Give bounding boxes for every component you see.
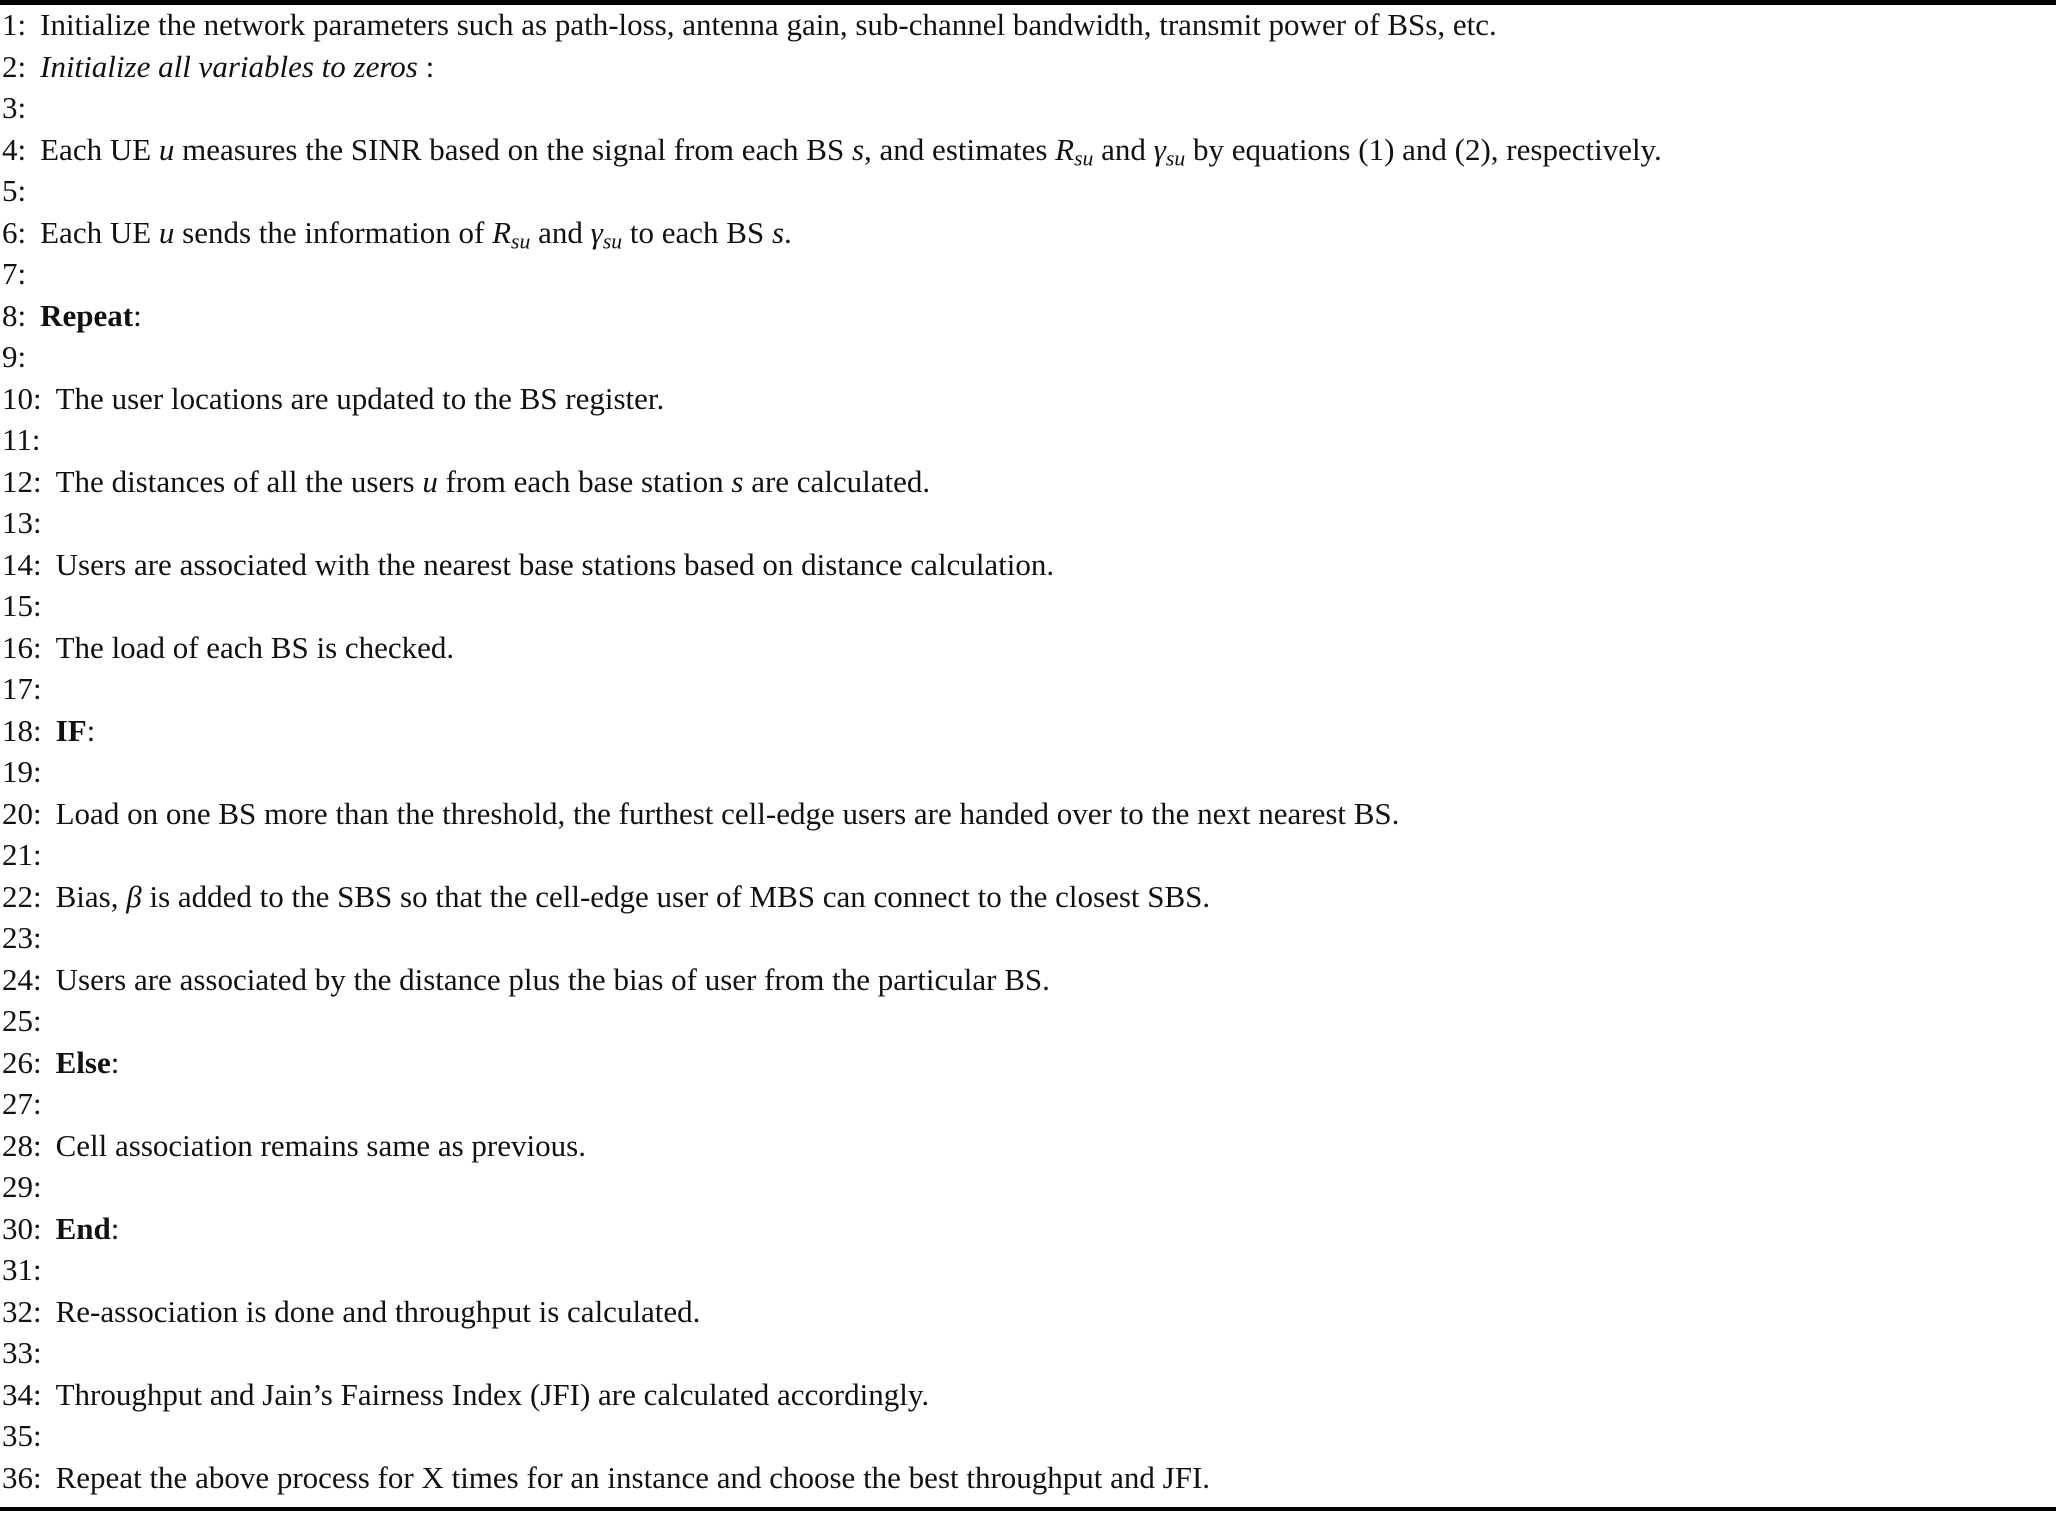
algorithm-line xyxy=(0,87,2056,129)
algorithm-line xyxy=(0,129,2056,171)
algorithm-line xyxy=(0,1332,2056,1374)
line-number: 17: xyxy=(2,671,42,706)
line-number: 5: xyxy=(2,173,27,208)
italic-text: β xyxy=(126,878,142,914)
line-number: 2: xyxy=(2,48,27,84)
algorithm-line xyxy=(0,170,2056,212)
text-segment: Throughput and Jain’s Fairness Index (JFI) are calculated accordingly. xyxy=(55,1376,930,1412)
text-segment: and xyxy=(530,214,591,250)
algorithm-line xyxy=(0,253,2056,295)
algorithm-line xyxy=(0,502,2056,544)
keyword: End xyxy=(55,1210,111,1246)
line-number: 12: xyxy=(2,463,42,499)
algorithm-line xyxy=(0,461,2056,503)
algorithm-line xyxy=(0,668,2056,710)
algorithm-line xyxy=(0,1457,2056,1499)
line-text xyxy=(26,212,792,254)
algorithm-line xyxy=(0,1291,2056,1333)
subscript: su xyxy=(602,228,623,253)
line-number: 15: xyxy=(2,588,42,623)
line-number: 11: xyxy=(2,422,41,457)
line-number: 4: xyxy=(2,131,27,167)
text-segment: sends the information of xyxy=(174,214,493,250)
algorithm-line xyxy=(0,1208,2056,1250)
text-segment: Users are associated with the nearest base stations based on distance calculation. xyxy=(55,546,1055,582)
italic-text: u xyxy=(158,131,175,167)
text-segment: Re-association is done and throughput is calculated. xyxy=(55,1293,701,1329)
algorithm-line xyxy=(0,419,2056,461)
text-segment: Load on one BS more than the threshold, the furthest cell-edge users are handed over to the next nearest BS. xyxy=(55,795,1400,831)
text-segment: Bias, xyxy=(55,878,127,914)
algorithm-line xyxy=(0,4,2056,46)
line-number: 27: xyxy=(2,1086,42,1121)
algorithm-line xyxy=(0,751,2056,793)
text-segment: . xyxy=(784,214,792,250)
line-text xyxy=(26,129,1662,171)
line-text xyxy=(42,1208,120,1250)
text-segment: Users are associated by the distance plus the bias of user from the particular BS. xyxy=(55,961,1050,997)
algorithm-line xyxy=(0,917,2056,959)
line-number: 32: xyxy=(2,1293,42,1329)
algorithm-line xyxy=(0,1249,2056,1291)
line-text xyxy=(42,710,96,752)
bottom-rule xyxy=(0,1507,2056,1511)
line-text xyxy=(42,1457,1210,1499)
line-text xyxy=(42,461,931,503)
line-number: 28: xyxy=(2,1127,42,1163)
line-number: 21: xyxy=(2,837,42,872)
italic-text: s xyxy=(771,214,785,250)
algorithm-line xyxy=(0,585,2056,627)
keyword: Else xyxy=(55,1044,111,1080)
line-text xyxy=(42,378,665,420)
line-number: 3: xyxy=(2,90,27,125)
line-number: 24: xyxy=(2,961,42,997)
algorithm-line xyxy=(0,876,2056,918)
algorithm-line xyxy=(0,212,2056,254)
text-segment: : xyxy=(86,712,96,748)
line-number: 18: xyxy=(2,712,42,748)
line-text xyxy=(42,876,1211,918)
algorithm-line xyxy=(0,1374,2056,1416)
italic-text: Initialize all variables to zeros xyxy=(40,48,418,84)
subscript: su xyxy=(511,228,531,253)
line-text xyxy=(42,544,1055,586)
text-segment: : xyxy=(133,297,142,333)
italic-text: u xyxy=(158,214,175,250)
algorithm-line xyxy=(0,959,2056,1001)
line-text xyxy=(42,793,1400,835)
line-number: 14: xyxy=(2,546,42,582)
subscript: su xyxy=(1165,145,1186,170)
italic-text: γ xyxy=(1153,131,1166,167)
line-text xyxy=(42,1374,929,1416)
line-text xyxy=(42,959,1050,1001)
line-number: 22: xyxy=(2,878,42,914)
line-number: 13: xyxy=(2,505,42,540)
algorithm-line xyxy=(0,336,2056,378)
text-segment: Repeat the above process for X times for an instance and choose the best throughput and JFI. xyxy=(55,1459,1211,1495)
text-segment: are calculated. xyxy=(743,463,931,499)
algorithm-line xyxy=(0,793,2056,835)
line-text xyxy=(26,4,1497,46)
text-segment: Each UE xyxy=(40,214,159,250)
line-text xyxy=(42,1125,586,1167)
algorithm-line xyxy=(0,1166,2056,1208)
text-segment: The distances of all the users xyxy=(55,463,423,499)
line-number: 29: xyxy=(2,1169,42,1204)
line-number: 6: xyxy=(2,214,27,250)
algorithm-line xyxy=(0,710,2056,752)
line-number: 25: xyxy=(2,1003,42,1038)
text-segment: : xyxy=(110,1210,120,1246)
line-text xyxy=(26,295,142,337)
line-number: 33: xyxy=(2,1335,42,1370)
italic-text: s xyxy=(851,131,865,167)
algorithm-line xyxy=(0,627,2056,669)
italic-text: u xyxy=(422,463,438,499)
algorithm-line xyxy=(0,1083,2056,1125)
text-segment: and xyxy=(1093,131,1154,167)
line-text xyxy=(42,1291,701,1333)
text-segment: Cell association remains same as previous. xyxy=(55,1127,586,1163)
line-text xyxy=(26,46,434,88)
line-number: 9: xyxy=(2,339,27,374)
italic-text: R xyxy=(1055,131,1075,167)
line-number: 1: xyxy=(2,7,27,42)
line-number: 19: xyxy=(2,754,42,789)
italic-text: γ xyxy=(590,214,603,250)
algorithm-line xyxy=(0,834,2056,876)
algorithm-line xyxy=(0,1042,2056,1084)
line-number: 8: xyxy=(2,297,27,333)
text-segment: measures the SINR based on the signal from each BS xyxy=(174,131,852,167)
italic-text: s xyxy=(731,463,744,499)
line-number: 34: xyxy=(2,1376,42,1412)
line-number: 20: xyxy=(2,795,42,831)
algorithm-line xyxy=(0,544,2056,586)
algorithm-line xyxy=(0,46,2056,88)
keyword: IF xyxy=(55,712,87,748)
line-text xyxy=(42,1042,120,1084)
text-segment: Each UE xyxy=(40,131,159,167)
italic-text: R xyxy=(492,214,512,250)
algorithm-line xyxy=(0,295,2056,337)
algorithm-line xyxy=(0,1415,2056,1457)
line-number: 16: xyxy=(2,629,42,665)
text-segment: , and estimates xyxy=(864,131,1056,167)
subscript: su xyxy=(1074,145,1094,170)
line-number: 7: xyxy=(2,256,27,291)
text-segment: The load of each BS is checked. xyxy=(55,629,455,665)
text-segment: Initialize the network parameters such as path-loss, antenna gain, sub-channel bandwidth, transmit power of BSs, etc. xyxy=(40,7,1497,42)
text-segment: : xyxy=(110,1044,120,1080)
text-segment: is added to the SBS so that the cell-edge user of MBS can connect to the closest SBS. xyxy=(141,878,1211,914)
text-segment: to each BS xyxy=(622,214,772,250)
algorithm-line xyxy=(0,378,2056,420)
line-number: 10: xyxy=(2,380,42,416)
algorithm-line xyxy=(0,1125,2056,1167)
line-number: 36: xyxy=(2,1459,42,1495)
text-segment: from each base station xyxy=(437,463,732,499)
line-number: 31: xyxy=(2,1252,42,1287)
keyword: Repeat xyxy=(40,297,134,333)
text-segment: The user locations are updated to the BS register. xyxy=(55,380,665,416)
line-number: 23: xyxy=(2,920,42,955)
text-segment: : xyxy=(417,48,435,84)
line-text xyxy=(42,627,455,669)
algorithm-lines xyxy=(0,4,2056,1498)
line-number: 26: xyxy=(2,1044,42,1080)
algorithm-line xyxy=(0,1000,2056,1042)
line-number: 30: xyxy=(2,1210,42,1246)
text-segment: by equations (1) and (2), respectively. xyxy=(1185,131,1662,167)
line-number: 35: xyxy=(2,1418,42,1453)
